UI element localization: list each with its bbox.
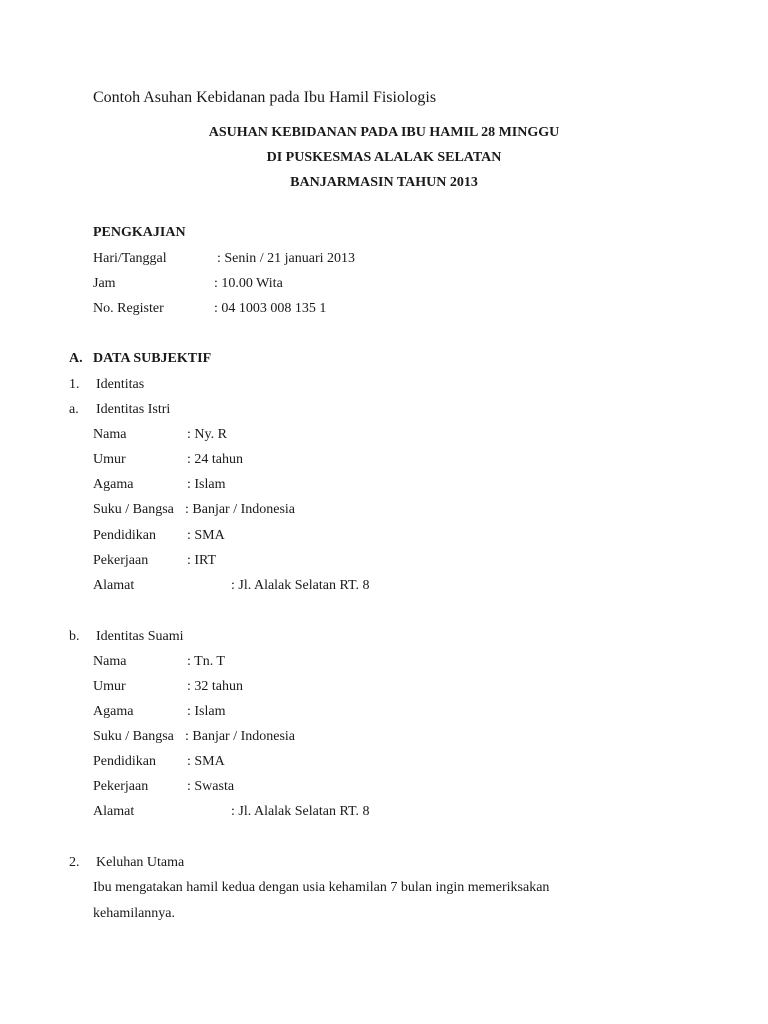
suami-value-alamat: : Jl. Alalak Selatan RT. 8 — [231, 804, 370, 819]
field-label-hari-tanggal: Hari/Tanggal — [93, 251, 167, 266]
suami-value-agama: : Islam — [187, 704, 226, 719]
suami-value-pendidikan: : SMA — [187, 754, 225, 769]
field-value-no-register: : 04 1003 008 135 1 — [214, 301, 327, 316]
section-a-marker: A. — [69, 351, 83, 366]
field-label-jam: Jam — [93, 276, 116, 291]
istri-value-nama: : Ny. R — [187, 427, 227, 442]
istri-marker: a. — [69, 402, 79, 417]
suami-label-nama: Nama — [93, 654, 127, 669]
istri-label-pekerjaan: Pekerjaan — [93, 553, 149, 568]
keluhan-text-line-2: kehamilannya. — [93, 906, 176, 921]
istri-value-alamat: : Jl. Alalak Selatan RT. 8 — [231, 578, 370, 593]
istri-label-umur: Umur — [93, 452, 126, 467]
istri-value-agama: : Islam — [187, 477, 226, 492]
document-heading: Contoh Asuhan Kebidanan pada Ibu Hamil Fisiologis — [93, 89, 437, 106]
istri-value-suku-bangsa: : Banjar / Indonesia — [185, 502, 296, 517]
title-line-3: BANJARMASIN TAHUN 2013 — [290, 175, 478, 190]
istri-label-agama: Agama — [93, 477, 134, 492]
keluhan-text-line-1: Ibu mengatakan hamil kedua dengan usia kehamilan 7 bulan ingin memeriksakan — [93, 880, 550, 895]
item-1-marker: 1. — [69, 377, 80, 392]
item-1-label: Identitas — [96, 377, 145, 392]
istri-value-umur: : 24 tahun — [187, 452, 243, 467]
suami-heading: Identitas Suami — [96, 629, 184, 644]
istri-value-pendidikan: : SMA — [187, 528, 225, 543]
pengkajian-heading: PENGKAJIAN — [93, 225, 186, 240]
suami-value-nama: : Tn. T — [187, 654, 225, 669]
item-2-marker: 2. — [69, 855, 80, 870]
section-a-title: DATA SUBJEKTIF — [93, 351, 212, 366]
suami-label-umur: Umur — [93, 679, 126, 694]
title-line-1: ASUHAN KEBIDANAN PADA IBU HAMIL 28 MINGGU — [208, 125, 560, 140]
item-2-label: Keluhan Utama — [96, 855, 185, 870]
istri-label-pendidikan: Pendidikan — [93, 528, 156, 543]
istri-value-pekerjaan: : IRT — [187, 553, 217, 568]
suami-value-umur: : 32 tahun — [187, 679, 243, 694]
suami-label-suku-bangsa: Suku / Bangsa — [93, 729, 174, 744]
istri-label-alamat: Alamat — [93, 578, 135, 593]
field-value-hari-tanggal: : Senin / 21 januari 2013 — [217, 251, 356, 266]
field-value-jam: : 10.00 Wita — [214, 276, 283, 291]
title-line-2: DI PUSKESMAS ALALAK SELATAN — [266, 150, 502, 165]
istri-heading: Identitas Istri — [96, 402, 171, 417]
suami-label-pendidikan: Pendidikan — [93, 754, 156, 769]
suami-marker: b. — [69, 629, 80, 644]
suami-value-suku-bangsa: : Banjar / Indonesia — [185, 729, 296, 744]
suami-value-pekerjaan: : Swasta — [187, 779, 235, 794]
istri-label-suku-bangsa: Suku / Bangsa — [93, 502, 174, 517]
field-label-no-register: No. Register — [93, 301, 164, 316]
istri-label-nama: Nama — [93, 427, 127, 442]
suami-label-agama: Agama — [93, 704, 134, 719]
suami-label-alamat: Alamat — [93, 804, 135, 819]
suami-label-pekerjaan: Pekerjaan — [93, 779, 149, 794]
